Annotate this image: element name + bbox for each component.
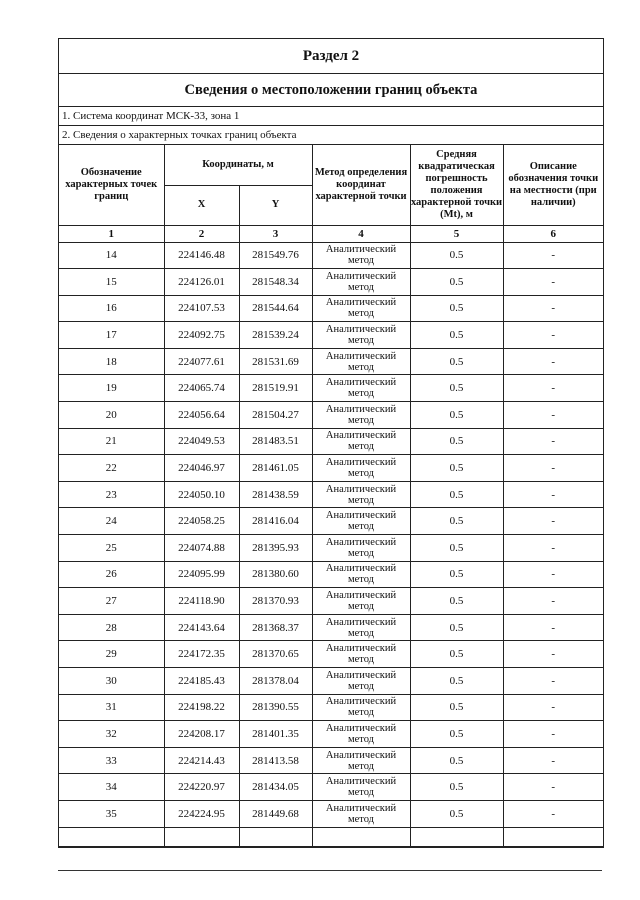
- x-coordinate-cell: 224056.64: [164, 402, 239, 429]
- x-coordinate-cell: 224074.88: [164, 535, 239, 562]
- description-cell: -: [503, 614, 603, 641]
- method-cell: Аналитический метод: [312, 242, 410, 269]
- method-cell: Аналитический метод: [312, 800, 410, 827]
- y-coordinate-cell: 281413.58: [239, 747, 312, 774]
- method-cell: Аналитический метод: [312, 322, 410, 349]
- method-cell: Аналитический метод: [312, 561, 410, 588]
- point-cell: 23: [59, 481, 164, 508]
- table-row: [59, 322, 603, 349]
- header-method: Метод определения координат характерной точки: [312, 145, 410, 225]
- x-coordinate-cell: 224185.43: [164, 668, 239, 695]
- column-number: 6: [503, 225, 603, 242]
- description-cell: -: [503, 641, 603, 668]
- point-cell: 30: [59, 668, 164, 695]
- x-coordinate-cell: 224095.99: [164, 561, 239, 588]
- error-cell: 0.5: [410, 455, 503, 482]
- y-coordinate-cell: 281434.05: [239, 774, 312, 801]
- method-cell: Аналитический метод: [312, 428, 410, 455]
- description-cell: -: [503, 402, 603, 429]
- point-cell: 35: [59, 800, 164, 827]
- description-cell: -: [503, 694, 603, 721]
- table-row: [59, 614, 603, 641]
- column-number: 1: [59, 225, 164, 242]
- x-coordinate-cell: 224049.53: [164, 428, 239, 455]
- description-cell: -: [503, 375, 603, 402]
- error-cell: 0.5: [410, 668, 503, 695]
- section-title: Раздел 2: [59, 39, 603, 74]
- method-cell: Аналитический метод: [312, 481, 410, 508]
- x-coordinate-cell: 224065.74: [164, 375, 239, 402]
- x-coordinate-cell: 224077.61: [164, 348, 239, 375]
- point-cell: 26: [59, 561, 164, 588]
- header-x: X: [164, 185, 239, 225]
- coordinate-system-line: 1. Система координат МСК-33, зона 1: [59, 107, 603, 126]
- y-coordinate-cell: 281438.59: [239, 481, 312, 508]
- point-cell: 21: [59, 428, 164, 455]
- point-cell: 18: [59, 348, 164, 375]
- x-coordinate-cell: 224092.75: [164, 322, 239, 349]
- description-cell: -: [503, 348, 603, 375]
- y-coordinate-cell: 281368.37: [239, 614, 312, 641]
- error-cell: 0.5: [410, 375, 503, 402]
- table-row: [59, 721, 603, 748]
- x-coordinate-cell: 224050.10: [164, 481, 239, 508]
- table-row: [59, 295, 603, 322]
- x-coordinate-cell: 224107.53: [164, 295, 239, 322]
- x-coordinate-cell: 224118.90: [164, 588, 239, 615]
- description-cell: -: [503, 774, 603, 801]
- method-cell: Аналитический метод: [312, 348, 410, 375]
- x-coordinate-cell: 224224.95: [164, 800, 239, 827]
- empty-cell: [503, 827, 603, 846]
- method-cell: Аналитический метод: [312, 721, 410, 748]
- table-row: [59, 800, 603, 827]
- column-number: 5: [410, 225, 503, 242]
- error-cell: 0.5: [410, 508, 503, 535]
- point-cell: 20: [59, 402, 164, 429]
- x-coordinate-cell: 224046.97: [164, 455, 239, 482]
- page-bottom-rule: [58, 870, 602, 871]
- table-row: [59, 561, 603, 588]
- y-coordinate-cell: 281544.64: [239, 295, 312, 322]
- error-cell: 0.5: [410, 641, 503, 668]
- error-cell: 0.5: [410, 561, 503, 588]
- description-cell: -: [503, 721, 603, 748]
- error-cell: 0.5: [410, 694, 503, 721]
- y-coordinate-cell: 281395.93: [239, 535, 312, 562]
- point-cell: 34: [59, 774, 164, 801]
- table-row: [59, 242, 603, 269]
- description-cell: -: [503, 588, 603, 615]
- point-cell: 22: [59, 455, 164, 482]
- method-cell: Аналитический метод: [312, 588, 410, 615]
- table-body: [59, 242, 603, 827]
- empty-cell: [410, 827, 503, 846]
- error-cell: 0.5: [410, 348, 503, 375]
- error-cell: 0.5: [410, 774, 503, 801]
- description-cell: -: [503, 535, 603, 562]
- method-cell: Аналитический метод: [312, 614, 410, 641]
- method-cell: Аналитический метод: [312, 295, 410, 322]
- method-cell: Аналитический метод: [312, 269, 410, 296]
- document-sheet: [58, 38, 604, 848]
- header-y: Y: [239, 185, 312, 225]
- method-cell: Аналитический метод: [312, 774, 410, 801]
- description-cell: -: [503, 269, 603, 296]
- table-row: [59, 694, 603, 721]
- point-cell: 33: [59, 747, 164, 774]
- empty-cell: [312, 827, 410, 846]
- y-coordinate-cell: 281401.35: [239, 721, 312, 748]
- description-cell: -: [503, 242, 603, 269]
- error-cell: 0.5: [410, 269, 503, 296]
- method-cell: Аналитический метод: [312, 641, 410, 668]
- x-coordinate-cell: 224214.43: [164, 747, 239, 774]
- y-coordinate-cell: 281461.05: [239, 455, 312, 482]
- y-coordinate-cell: 281531.69: [239, 348, 312, 375]
- table-row: [59, 535, 603, 562]
- error-cell: 0.5: [410, 481, 503, 508]
- error-cell: 0.5: [410, 322, 503, 349]
- empty-cell: [164, 827, 239, 846]
- point-cell: 16: [59, 295, 164, 322]
- table-row: [59, 455, 603, 482]
- y-coordinate-cell: 281378.04: [239, 668, 312, 695]
- error-cell: 0.5: [410, 535, 503, 562]
- table-row: [59, 668, 603, 695]
- description-cell: -: [503, 455, 603, 482]
- point-cell: 28: [59, 614, 164, 641]
- table-row: [59, 481, 603, 508]
- empty-cell: [59, 827, 164, 846]
- x-coordinate-cell: 224220.97: [164, 774, 239, 801]
- error-cell: 0.5: [410, 242, 503, 269]
- empty-cell: [239, 827, 312, 846]
- error-cell: 0.5: [410, 428, 503, 455]
- table-row: [59, 348, 603, 375]
- table-row: [59, 588, 603, 615]
- error-cell: 0.5: [410, 800, 503, 827]
- y-coordinate-cell: 281504.27: [239, 402, 312, 429]
- x-coordinate-cell: 224208.17: [164, 721, 239, 748]
- x-coordinate-cell: 224146.48: [164, 242, 239, 269]
- table-row: [59, 747, 603, 774]
- method-cell: Аналитический метод: [312, 747, 410, 774]
- description-cell: -: [503, 428, 603, 455]
- header-designation: Обозначение характерных точек границ: [59, 145, 164, 225]
- header-error: Средняя квадратическая погрешность положения характерной точки (Mt), м: [410, 145, 503, 225]
- column-number: 4: [312, 225, 410, 242]
- y-coordinate-cell: 281519.91: [239, 375, 312, 402]
- point-cell: 17: [59, 322, 164, 349]
- error-cell: 0.5: [410, 588, 503, 615]
- y-coordinate-cell: 281370.65: [239, 641, 312, 668]
- table-row: [59, 641, 603, 668]
- method-cell: Аналитический метод: [312, 375, 410, 402]
- point-cell: 27: [59, 588, 164, 615]
- x-coordinate-cell: 224172.35: [164, 641, 239, 668]
- description-cell: -: [503, 800, 603, 827]
- description-cell: -: [503, 561, 603, 588]
- point-cell: 14: [59, 242, 164, 269]
- table-row: [59, 428, 603, 455]
- points-info-line: 2. Сведения о характерных точках границ объекта: [59, 126, 603, 145]
- error-cell: 0.5: [410, 721, 503, 748]
- description-cell: -: [503, 322, 603, 349]
- description-cell: -: [503, 668, 603, 695]
- point-cell: 24: [59, 508, 164, 535]
- error-cell: 0.5: [410, 295, 503, 322]
- column-number: 3: [239, 225, 312, 242]
- header-description: Описание обозначения точки на местности (при наличии): [503, 145, 603, 225]
- error-cell: 0.5: [410, 402, 503, 429]
- error-cell: 0.5: [410, 747, 503, 774]
- y-coordinate-cell: 281390.55: [239, 694, 312, 721]
- header-coordinates: Координаты, м: [164, 145, 312, 185]
- description-cell: -: [503, 747, 603, 774]
- method-cell: Аналитический метод: [312, 455, 410, 482]
- y-coordinate-cell: 281548.34: [239, 269, 312, 296]
- point-cell: 32: [59, 721, 164, 748]
- method-cell: Аналитический метод: [312, 535, 410, 562]
- x-coordinate-cell: 224143.64: [164, 614, 239, 641]
- point-cell: 15: [59, 269, 164, 296]
- x-coordinate-cell: 224058.25: [164, 508, 239, 535]
- point-cell: 19: [59, 375, 164, 402]
- y-coordinate-cell: 281549.76: [239, 242, 312, 269]
- column-number: 2: [164, 225, 239, 242]
- description-cell: -: [503, 508, 603, 535]
- x-coordinate-cell: 224126.01: [164, 269, 239, 296]
- section-subtitle: Сведения о местоположении границ объекта: [59, 74, 603, 107]
- x-coordinate-cell: 224198.22: [164, 694, 239, 721]
- y-coordinate-cell: 281483.51: [239, 428, 312, 455]
- table-row: [59, 508, 603, 535]
- y-coordinate-cell: 281370.93: [239, 588, 312, 615]
- method-cell: Аналитический метод: [312, 694, 410, 721]
- y-coordinate-cell: 281539.24: [239, 322, 312, 349]
- error-cell: 0.5: [410, 614, 503, 641]
- point-cell: 29: [59, 641, 164, 668]
- method-cell: Аналитический метод: [312, 668, 410, 695]
- boundary-points-table: [59, 145, 603, 847]
- description-cell: -: [503, 295, 603, 322]
- point-cell: 25: [59, 535, 164, 562]
- table-row: [59, 269, 603, 296]
- y-coordinate-cell: 281416.04: [239, 508, 312, 535]
- table-row: [59, 774, 603, 801]
- description-cell: -: [503, 481, 603, 508]
- table-row: [59, 375, 603, 402]
- method-cell: Аналитический метод: [312, 508, 410, 535]
- y-coordinate-cell: 281449.68: [239, 800, 312, 827]
- y-coordinate-cell: 281380.60: [239, 561, 312, 588]
- point-cell: 31: [59, 694, 164, 721]
- table-row: [59, 402, 603, 429]
- method-cell: Аналитический метод: [312, 402, 410, 429]
